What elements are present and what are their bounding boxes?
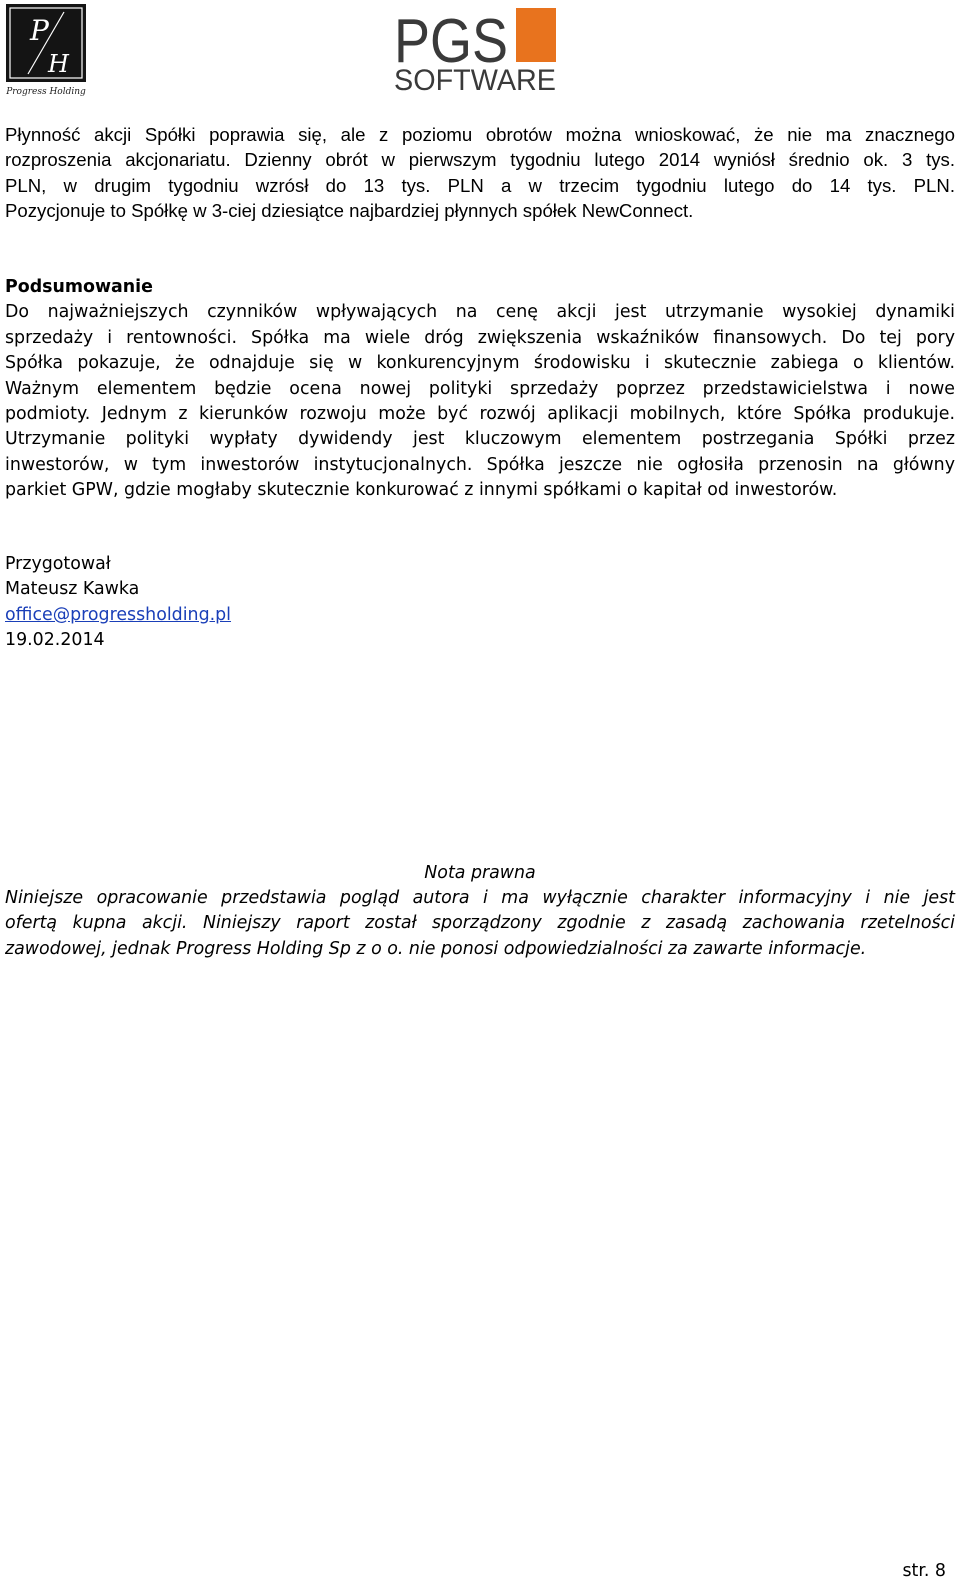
legal-note-title: Nota prawna: [424, 863, 536, 883]
page-number: str. 8: [902, 1561, 946, 1581]
intro-line: PLN, w drugim tygodniu wzrósł do 13 tys. PLN a w trzecim tygodniu lutego do 14 tys. PLN.: [5, 174, 955, 196]
legal-line: Niniejsze opracowanie przedstawia pogląd autora i ma wyłącznie charakter informacyjny i nie jest: [5, 888, 955, 908]
author-name: Mateusz Kawka: [5, 579, 140, 600]
legal-note: [5, 886, 955, 962]
summary-line: Do najważniejszych czynników wpływających na cenę akcji jest utrzymanie wysokiej dynamiki: [5, 302, 955, 323]
signature-block: [5, 552, 231, 654]
logo-software-word: SOFTWARE: [394, 64, 556, 96]
pgs-software-logo: [392, 0, 572, 96]
report-date: 19.02.2014: [5, 630, 105, 651]
summary-heading: Podsumowanie: [5, 277, 153, 297]
summary-line: Utrzymanie polityki wypłaty dywidendy jest kluczowym elementem postrzegania Spółki przez: [5, 429, 955, 450]
summary-line: sprzedaży i rentowności. Spółka ma wiele dróg zwiększenia wskaźników finansowych. Do tej pory: [5, 327, 955, 348]
legal-line: zawodowej, jednak Progress Holding Sp z o o. nie ponosi odpowiedzialności za zawarte informacje.: [5, 938, 867, 959]
intro-paragraph: [5, 122, 955, 224]
author-email-link[interactable]: office@progressholding.pl: [5, 604, 232, 625]
signature-label: Przygotował: [5, 554, 111, 574]
logo-orange-square: [516, 8, 556, 62]
summary-line: Ważnym elementem będzie ocena nowej polityki sprzedaży poprzez przedstawicielstwa i nowe: [5, 378, 955, 399]
summary-section: [5, 275, 955, 504]
intro-line: Pozycjonuje to Spółkę w 3-ciej dziesiątce najbardziej płynnych spółek NewConnect.: [5, 200, 694, 222]
legal-line: ofertą kupna akcji. Niniejszy raport został sporządzony zgodnie z zasadą zachowania rzetelności: [5, 913, 955, 934]
logo-pgs-word: PGS: [394, 7, 508, 76]
logo-initial-p: P: [30, 14, 49, 47]
summary-line: podmioty. Jednym z kierunków rozwoju może być rozwój aplikacji mobilnych, które Spółka produkuje.: [5, 404, 955, 425]
summary-line: parkiet GPW, gdzie mogłaby skutecznie konkurować z innymi spółkami o kapitał od inwestorów.: [5, 480, 838, 501]
intro-line: rozproszenia akcjonariatu. Dzienny obrót w pierwszym tygodniu lutego 2014 wyniósł średnio ok. 3 tys.: [5, 149, 955, 171]
summary-line: inwestorów, w tym inwestorów instytucjonalnych. Spółka jeszcze nie ogłosiła przenosin na główny: [5, 454, 955, 475]
logo-caption: Progress Holding: [6, 87, 86, 97]
progress-holding-logo: [4, 2, 88, 98]
logo-initial-h: H: [48, 50, 69, 78]
summary-line: Spółka pokazuje, że odnajduje się w konkurencyjnym środowisku i skutecznie zabiega o klientów.: [5, 353, 955, 374]
intro-line: Płynność akcji Spółki poprawia się, ale z poziomu obrotów można wnioskować, że nie ma znacznego: [5, 124, 955, 145]
